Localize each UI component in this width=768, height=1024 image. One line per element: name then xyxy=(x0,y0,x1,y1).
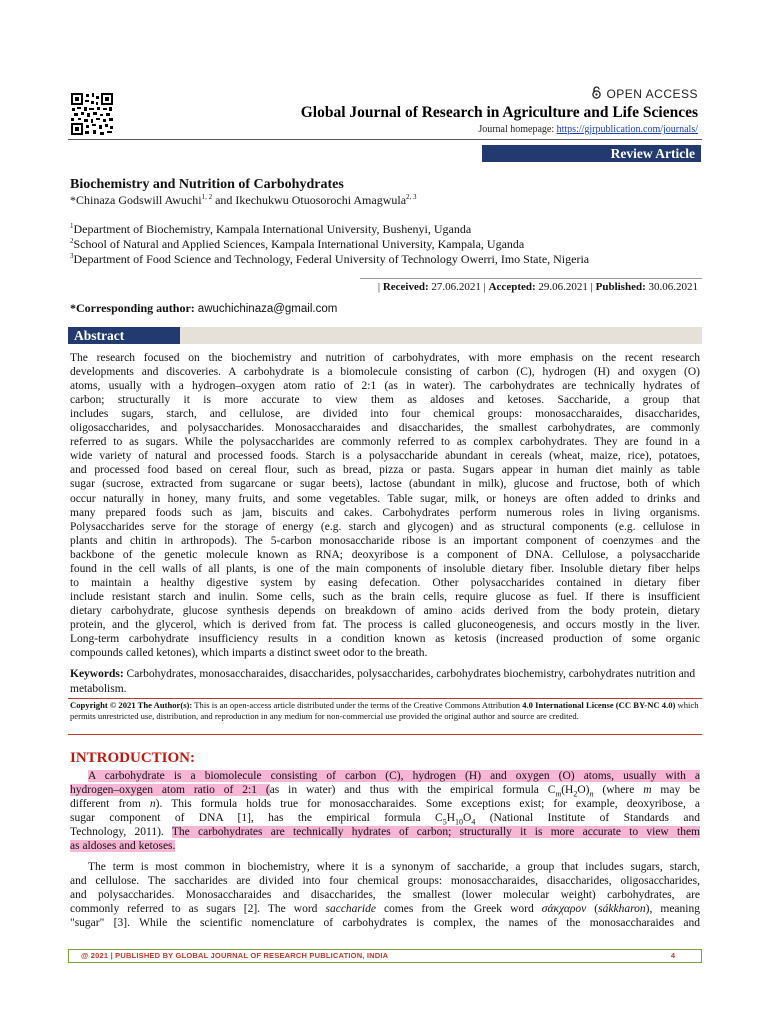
abstract-heading: Abstract xyxy=(68,327,180,344)
homepage-label: Journal homepage: xyxy=(478,124,555,135)
affiliation-2: $^2$School of Natural and Applied Sciences, Kampala International University, Kampala, Uganda xyxy=(70,237,525,251)
page-number: 4 xyxy=(670,951,675,960)
abstract-line: and processed food based on cereal flour, such as bread, pizza or pasta. Sugars appear in human diet mainly as table xyxy=(70,464,700,477)
abstract-line: backbone of the genetic molecule known as RNA; deoxyribose is a component of DNA. Cellulose, a polysaccharide xyxy=(70,548,700,561)
intro-line: sugar component of DNA [1], has the empirical formula $C_5H_{10}O_4$ (National Institute of Standards and xyxy=(70,812,700,826)
affiliation-3: $^3$Department of Food Science and Technology, Federal University of Technology Owerri, Imo State, Nigeria xyxy=(70,252,590,266)
abstract-line: includes sugars, starch, and cellulose, are divided into four chemical groups: monosaccharaides, disaccharides, xyxy=(70,408,700,421)
accepted-date: 29.06.2021 xyxy=(538,281,588,293)
intro-line: and cellulose. The saccharides are divided into four chemical groups: monosaccharaides, disaccharides, oligosaccharides, xyxy=(70,875,700,887)
keywords-label: Keywords: xyxy=(70,668,124,680)
published-date: 30.06.2021 xyxy=(648,281,698,293)
author-1-affiliation: 1, 2 xyxy=(201,193,213,201)
open-access-label xyxy=(591,86,698,102)
paper-title: Biochemistry and Nutrition of Carbohydrates xyxy=(70,177,344,192)
abstract-line: include resistant starch and inulin. Some cells, such as the brain cells, require glucose as fuel. If there is insufficient xyxy=(70,590,700,603)
journal-title: Global Journal of Research in Agriculture and Life Sciences xyxy=(300,104,698,121)
article-dates: | Received: 27.06.2021 | Accepted: 29.06.2021 | Published: 30.06.2021 xyxy=(377,281,698,293)
author-2-affiliation: 2, 3 xyxy=(406,193,417,201)
abstract-line: referred to as sugars. While the polysaccharides are commonly referred to as complex carbohydrates. They are found in a xyxy=(70,436,700,449)
corresponding-label: *Corresponding author: xyxy=(70,301,195,315)
abstract-line: dietary carbohydrate, glucose synthesis depends on breakdown of amino acids derived from the body protein, dietary xyxy=(70,604,700,617)
introduction-heading: INTRODUCTION: xyxy=(70,750,196,766)
author-1: *Chinaza Godswill Awuchi xyxy=(70,193,202,207)
intro-line: A carbohydrate is a biomolecule consisting of carbon (C), hydrogen (H) and oxygen (O) atoms, usually with a xyxy=(88,770,700,782)
intro-line: "sugar" [3]. While the scientific nomenclature of carbohydrates is complex, the names of the monosaccharaides and xyxy=(70,917,700,929)
abstract-line: Polysaccharides serve for the storage of energy (e.g. starch and glycogen) and as structural components (e.g. cellulose in xyxy=(70,520,700,533)
corresponding-email[interactable]: awuchichinaza@gmail.com xyxy=(197,303,338,315)
keywords-text: Carbohydrates, monosaccharaides, disaccharides, polysaccharides, carbohydrates biochemistry, carbohydrates nutrition and metabolism. xyxy=(70,668,696,695)
abstract-line: to maintain a healthy digestive system by easing defecation. Other polysaccharides contained in dietary fiber xyxy=(70,576,700,589)
corresponding-author xyxy=(70,301,337,316)
abstract-line: found in the cell walls of all plants, is one of the main components of insoluble dietary fiber. Insoluble dietary fiber helps xyxy=(70,562,700,575)
intro-line: and polysaccharides. Monosaccharaides and disaccharides, the smallest (lower molecular weight) carbohydrates, are xyxy=(70,889,700,901)
abstract-line: Long-term carbohydrate insufficiency results in a condition known as ketosis (increased production of some organic xyxy=(70,633,700,645)
author-2: Ikechukwu Otuosorochi Amagwula xyxy=(235,193,407,207)
keywords xyxy=(70,667,700,696)
qr-code-icon xyxy=(70,92,114,136)
author-separator: and xyxy=(212,193,236,207)
intro-line: commonly referred to as sugars [2]. The word saccharide comes from the Greek word σάκχαρον (sákkharon), meaning xyxy=(70,903,700,915)
intro-line: as aldoses and ketoses. xyxy=(70,840,176,852)
homepage-link[interactable]: https://gjrpublication.com/journals/ xyxy=(556,124,698,135)
journal-homepage xyxy=(478,124,698,135)
abstract-line: wide variety of natural and processed foods. Starch is a polysaccharide abundant in cereals (wheat, maize, rice), potatoes, xyxy=(70,450,700,463)
affiliation-1: $^1$Department of Biochemistry, Kampala International University, Bushenyi, Uganda xyxy=(70,222,472,236)
dates-divider xyxy=(360,278,702,279)
copyright-notice: Copyright © 2021 The Author(s): This is an open-access article distributed under the terms of the Creative Commons Attribution 4.0 International License (CC BY-NC 4.0) which permits unrestricted use, distribution, and reproduction in any medium for non-commercial use provided the original author and source are credited. xyxy=(70,700,699,721)
intro-line: hydrogen–oxygen atom ratio of 2:1 (as in water) and thus with the empirical formula $C_m(H_2O)_n$ (where m may be xyxy=(70,784,700,798)
abstract-line: compounds called ketones), which imparts a distinct sweet odor to the breath. xyxy=(70,647,428,660)
copyright-divider-bottom xyxy=(68,734,702,735)
abstract-line: plants and chitin in arthropods). The 5-carbon monosaccharide ribose is an important component of coenzymes and the xyxy=(70,534,700,547)
abstract-line: occur naturally in honey, many fruits, and some vegetables. Table sugar, milk, or honeys are often added to drinks and xyxy=(70,492,700,505)
abstract-line: developments and discoveries. A carbohydrate is a biomolecule consisting of carbon (C), hydrogen (H) and oxygen (O) xyxy=(70,366,700,379)
abstract-line: oligosaccharides, and polysaccharides. Monosaccharaides and disaccharides, the smallest carbohydrates, are commonly xyxy=(70,422,700,435)
author-list xyxy=(70,193,417,208)
abstract-line: The research focused on the biochemistry and nutrition of carbohydrates, with more emphasis on the recent research xyxy=(70,352,700,364)
intro-line: The term is most common in biochemistry, where it is a synonym of saccharide, a group that includes sugars, starch, xyxy=(88,861,700,873)
open-access-text: OPEN ACCESS xyxy=(606,87,698,101)
open-access-lock-icon xyxy=(591,86,602,102)
article-type-badge: Review Article xyxy=(482,145,701,162)
abstract-line: carbon; structurally it is more accurate to view them as aldoses and ketoses. Saccharide, a group that xyxy=(70,394,700,407)
abstract-line: many prepared foods such as jam, biscuits and cakes. Carbohydrates perform numerous roles in living organisms. xyxy=(70,506,700,519)
page-footer xyxy=(68,949,702,963)
header-divider xyxy=(68,139,702,140)
intro-line: different from n). This formula holds true for monosaccharaides. Some exceptions exist; for example, deoxyribose, a xyxy=(70,798,700,810)
intro-line: Technology, 2011). The carbohydrates are technically hydrates of carbon; structurally it is more accurate to view them xyxy=(70,826,700,838)
footer-publisher: @ 2021 | PUBLISHED BY GLOBAL JOURNAL OF RESEARCH PUBLICATION, INDIA xyxy=(81,951,389,960)
copyright-divider-top xyxy=(68,698,702,699)
abstract-line: sugar (sucrose, extracted from sugarcane or sugar beets), lactose (abundant in milk), glucose and fructose, both of which xyxy=(70,478,700,491)
abstract-line: protein, and the glycerol, which is derived from fat. The process is called gluconeogenesis, and occurs mostly in the liver. xyxy=(70,618,700,631)
abstract-line: atoms, usually with a hydrogen–oxygen atom ratio of 2:1 (as in water). The carbohydrates are technically hydrates of xyxy=(70,380,700,393)
received-date: 27.06.2021 xyxy=(431,281,481,293)
